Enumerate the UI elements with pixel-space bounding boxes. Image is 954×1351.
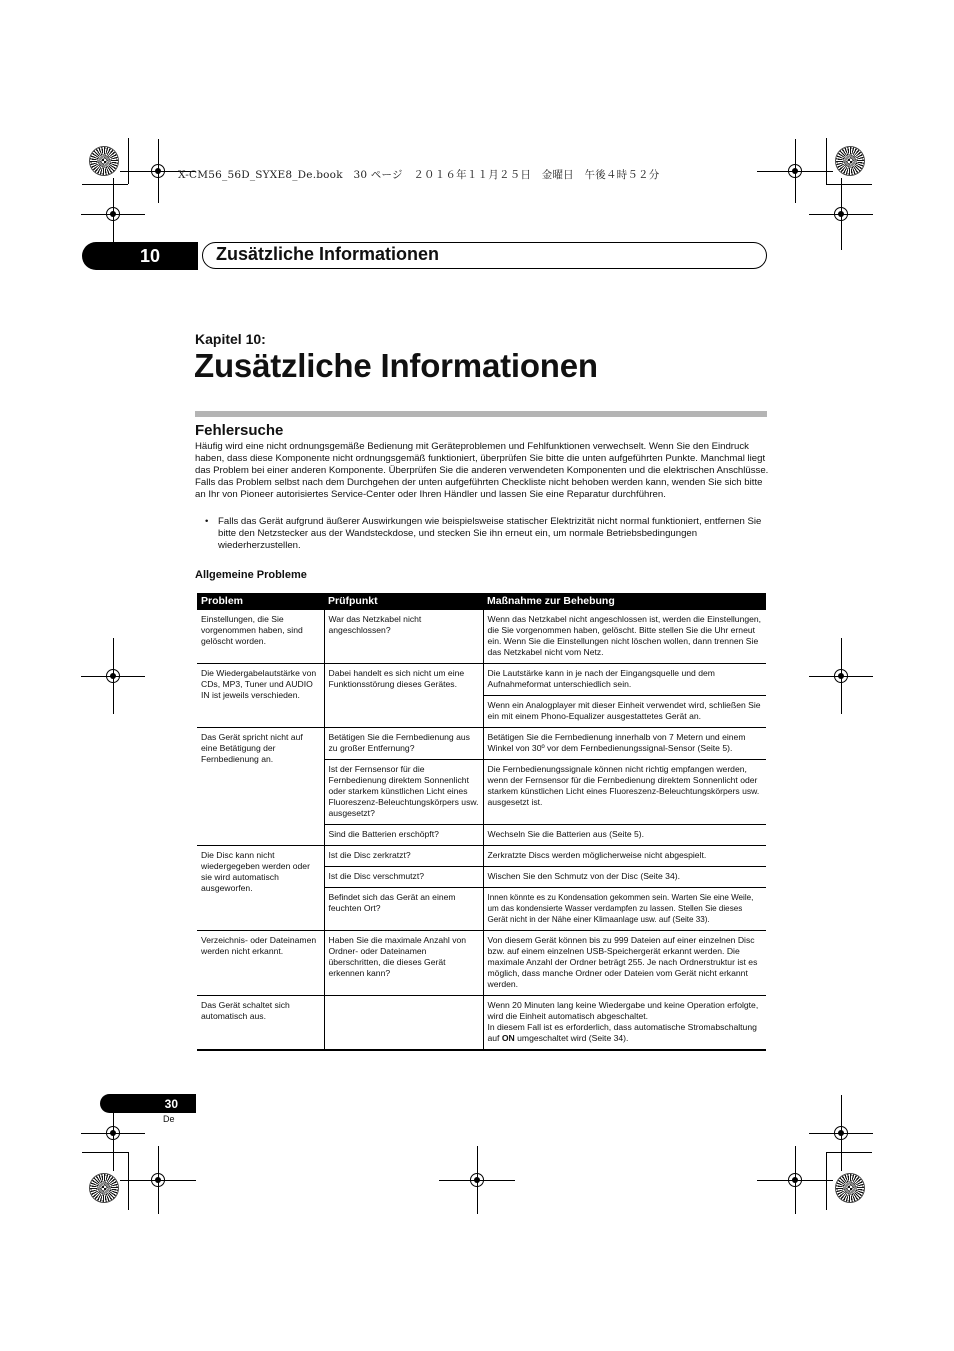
language-code: De [163,1114,175,1124]
chapter-bar-title: Zusätzliche Informationen [216,244,440,264]
check-cell: Dabei handelt es sich nicht um eine Funktionsstörung dieses Gerätes. [324,664,483,728]
bullet-dot: • [205,516,209,527]
remedy-cell: Innen könnte es zu Kondensation gekommen sein. Warten Sie eine Weile, um das kondensierte Wasser verdampfen zu lassen. Stellen Sie dieses Gerät nicht in der Nähe einer Klimaanlage usw. auf (Seite 33). [483,888,766,931]
remedy-text: In diesem Fall ist es erforderlich, dass automatische Stromabschaltung auf [487,1022,757,1043]
table-row [197,728,766,760]
problem-cell: Die Wiedergabelautstärke von CDs, MP3, Tuner und AUDIO IN ist jeweils verschieden. [197,664,324,728]
check-cell: Ist der Fernsensor für die Fernbedienung direktem Sonnenlicht oder starkem künstlichen Licht eines Fluoreszenz-Beleuchtungskörpers usw. ausgesetzt? [324,760,483,825]
table-header-row [197,593,766,610]
column-header-check: Prüfpunkt [324,593,483,610]
remedy-cell: Wenn ein Analogplayer mit dieser Einheit verwendet wird, schließen Sie ein mit einem Phono-Equalizer ausgestattetes Gerät an. [483,696,766,728]
check-cell: Ist die Disc verschmutzt? [324,867,483,888]
registration-target-icon [90,1174,118,1202]
remedy-text: umgeschaltet wird (Seite 34). [517,1033,629,1043]
chapter-label: Kapitel 10: [195,331,266,347]
problem-cell: Einstellungen, die Sie vorgenommen haben, sind gelöscht worden. [197,610,324,664]
table-row [197,931,766,996]
page-number: 30 [164,1096,178,1111]
check-cell [324,996,483,1051]
troubleshooting-table [197,593,766,1051]
registration-target-icon [836,147,864,175]
table-row [197,996,766,1051]
column-header-problem: Problem [197,593,324,610]
check-cell: Sind die Batterien erschöpft? [324,825,483,846]
print-header: X-CM56_56D_SYXE8_De.book 30 ページ ２０１６年１１月２５日 金曜日 午後４時５２分 [178,169,660,181]
remedy-cell [483,996,766,1051]
problem-cell: Das Gerät spricht nicht auf eine Betätigung der Fernbedienung an. [197,728,324,846]
check-cell: War das Netzkabel nicht angeschlossen? [324,610,483,664]
crop-mark [82,1152,128,1153]
section-title: Fehlersuche [195,422,284,439]
intro-paragraph: Häufig wird eine nicht ordnungsgemäße Bedienung mit Geräteproblemen und Fehlfunktionen verwechselt. Wenn Sie den Eindruck haben, dass diese Komponente nicht ordnungsgemäß funktioniert, überprüfen Sie bitte die unten aufgeführten Punkte. Manchmal liegt das Problem bei einer anderen Komponente. Überprüfen Sie die anderen verwendeten Komponenten und die elektrischen Anschlüsse. Falls das Problem selbst nach dem Durchgehen der unten aufgeführten Checkliste nicht behoben werden kann, wenden Sie sich bitte an Ihr von Pioneer autorisiertes Service-Center oder Ihren Händler und lassen Sie eine Reparatur durchführen. [195,441,769,500]
crop-mark [128,1152,129,1210]
remedy-cell: Zerkratzte Discs werden möglicherweise nicht abgespielt. [483,846,766,867]
table-row [197,846,766,867]
registration-target-icon [90,147,118,175]
crop-mark [826,138,827,184]
problem-cell: Das Gerät schaltet sich automatisch aus. [197,996,324,1051]
table-row [197,664,766,696]
subheading: Allgemeine Probleme [195,569,307,581]
crop-mark [826,184,872,185]
registration-target-icon [836,1174,864,1202]
page-number-badge [100,1094,196,1113]
check-cell: Ist die Disc zerkratzt? [324,846,483,867]
page-title: Zusätzliche Informationen [194,347,598,384]
remedy-cell: Betätigen Sie die Fernbedienung innerhalb von 7 Metern und einem Winkel von 30º vor dem Fernbedienungssignal-Sensor (Seite 5). [483,728,766,760]
crop-mark [128,138,129,184]
table-row [197,610,766,664]
problem-cell: Die Disc kann nicht wiedergegeben werden oder sie wird automatisch ausgeworfen. [197,846,324,931]
chapter-number-badge [82,242,198,270]
crop-mark [82,184,128,185]
remedy-text: Wenn 20 Minuten lang keine Wiedergabe und keine Operation erfolgte, wird die Einheit automatisch abgeschaltet. [487,1000,759,1021]
bullet-text: Falls das Gerät aufgrund äußerer Auswirkungen wie beispielsweise statischer Elektrizität nicht normal funktioniert, entfernen Sie bitte den Netzstecker aus der Wandsteckdose, und stecken Sie ihn erneut ein, um normale Betriebsbedingungen wiederherzustellen. [218,516,762,551]
bullet-item [205,516,765,552]
remedy-cell: Wischen Sie den Schmutz von der Disc (Seite 34). [483,867,766,888]
crop-mark [826,1152,827,1210]
check-cell: Haben Sie die maximale Anzahl von Ordner- oder Dateinamen überschritten, die dieses Gerät erkennen kann? [324,931,483,996]
remedy-cell: Wenn das Netzkabel nicht angeschlossen ist, werden die Einstellungen, die Sie vorgenommen haben, gelöscht. Bitte stellen Sie die Uhr erneut ein. Wenn Sie die Einstellungen nicht löschen wollen, dann trennen Sie das Netzkabel nicht vom Netz. [483,610,766,664]
remedy-cell: Von diesem Gerät können bis zu 999 Dateien auf einer einzelnen Disc bzw. auf einem einzelnen USB-Speichergerät erkannt werden. Die maximale Anzahl der Ordner beträgt 255. Je nach Ordnerstruktur ist es möglich, dass manche Ordner oder Dateien vom Gerät nicht erkannt werden. [483,931,766,996]
remedy-cell: Die Lautstärke kann in je nach der Eingangsquelle und dem Aufnahmeformat unterschiedlich sein. [483,664,766,696]
problem-cell: Verzeichnis- oder Dateinamen werden nicht erkannt. [197,931,324,996]
remedy-cell: Wechseln Sie die Batterien aus (Seite 5). [483,825,766,846]
check-cell: Betätigen Sie die Fernbedienung aus zu großer Entfernung? [324,728,483,760]
column-header-remedy: Maßnahme zur Behebung [483,593,766,610]
check-cell: Befindet sich das Gerät an einem feuchten Ort? [324,888,483,931]
remedy-cell: Die Fernbedienungssignale können nicht richtig empfangen werden, wenn der Fernsensor für die Fernbedienung direktem Sonnenlicht oder starkem künstlichen Licht eines Fluoreszenz-Beleuchtungskörpers usw. ausgesetzt ist. [483,760,766,825]
chapter-number: 10 [139,245,161,266]
section-divider [195,411,767,417]
crop-mark [826,1152,872,1153]
remedy-on-keyword: ON [501,1033,515,1043]
